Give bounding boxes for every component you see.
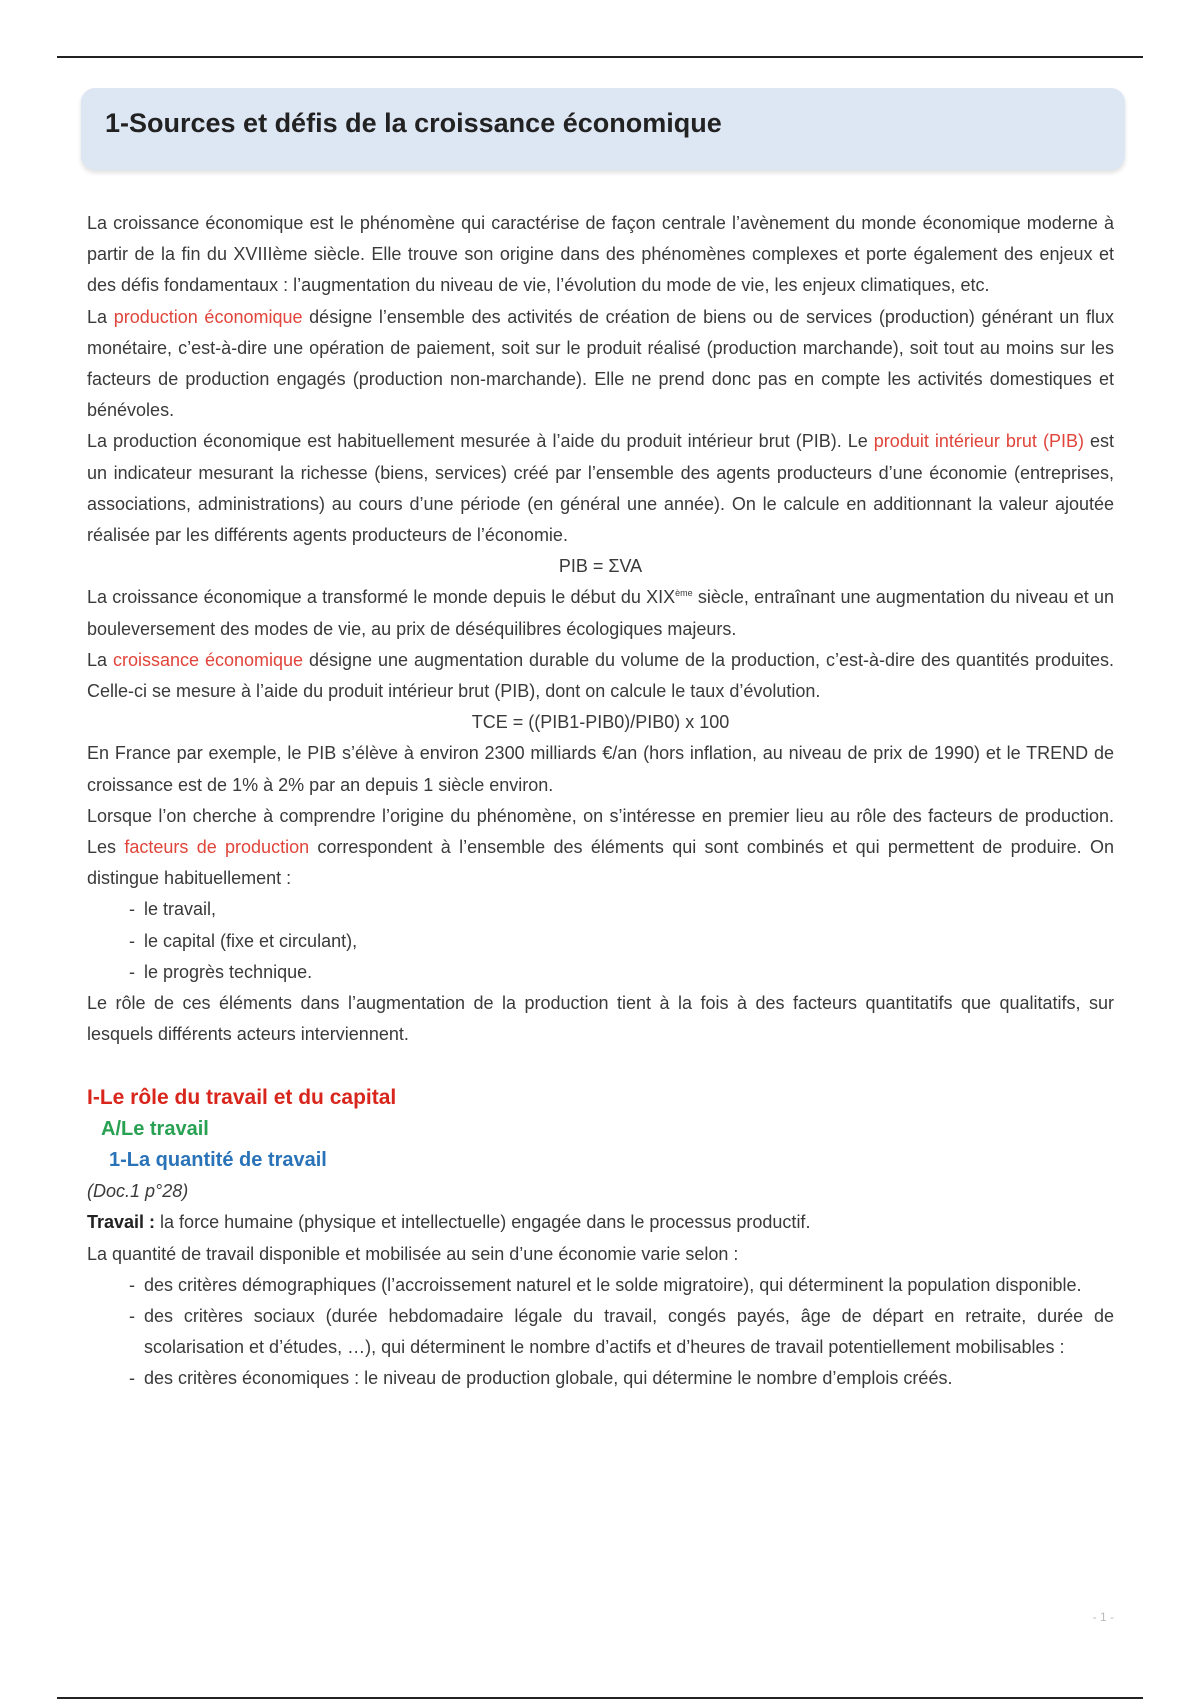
section-heading: I-Le rôle du travail et du capital: [87, 1086, 397, 1110]
text-segment: Lorsque l’on cherche à comprendre l’origine du phénomène, on s’intéresse en premier lieu au rôle des facteurs de production. Les: [87, 805, 1114, 858]
subsubsection-heading: 1-La quantité de travail: [109, 1148, 327, 1171]
facteurs-paragraph: [87, 801, 1114, 895]
text-segment: siècle, entraînant une augmentation du niveau et un bouleversement des modes de vie, au prix de déséquilibres écologiques majeurs.: [87, 587, 1114, 639]
list-item: - le progrès technique.: [87, 957, 1114, 988]
definition-text: la force humaine (physique et intellectuelle) engagée dans le processus productif.: [155, 1212, 811, 1233]
list-item: - des critères économiques : le niveau de production globale, qui détermine le nombre d’emplois créés.: [87, 1363, 1114, 1394]
text-segment: désigne une augmentation durable du volume de la production, c’est-à-dire des quantités produites. Celle-ci se mesure à l’aide du produit intérieur brut (PIB), dont on calcule le taux d’évolution.: [87, 649, 1114, 702]
formula-pib: PIB = ΣVA: [558, 556, 643, 577]
france-paragraph: En France par exemple, le PIB s’élève à environ 2300 milliards €/an (hors inflation, au niveau de prix de 1990) et le TREND de croissance est de 1% à 2% par an depuis 1 siècle environ.: [87, 743, 1114, 795]
list-item: - le capital (fixe et circulant),: [87, 926, 1114, 957]
text-segment: La croissance économique a transformé le monde depuis le début du XIX: [87, 587, 676, 608]
production-paragraph: [87, 302, 1114, 427]
bottom-rule: [57, 1697, 1143, 1699]
pib-paragraph: [87, 426, 1114, 551]
quantite-paragraph: La quantité de travail disponible et mobilisée au sein d’une économie varie selon :: [87, 1243, 739, 1264]
list-item: - le travail,: [87, 894, 1114, 925]
term-croissance: croissance économique: [112, 649, 304, 670]
text-segment: La production économique est habituellement mesurée à l’aide du produit intérieur brut (PIB). Le: [87, 431, 874, 452]
page-title: 1-Sources et défis de la croissance économique: [105, 108, 722, 138]
text-segment: est un indicateur mesurant la richesse (biens, services) créé par l’ensemble des agents producteurs d’une économie (entreprises, associations, administrations) au cours d’une période (en général une année). On le calcule en additionnant la valeur ajoutée réalisée par les différents agents producteurs de l’économie.: [87, 431, 1115, 546]
role-paragraph: Le rôle de ces éléments dans l’augmentation de la production tient à la fois à des facteurs quantitatifs que qualitatifs, sur lesquels différents acteurs interviennent.: [87, 993, 1114, 1045]
travail-definition: [87, 1207, 1114, 1238]
croissance-paragraph: [87, 645, 1114, 707]
intro-paragraph: La croissance économique est le phénomène qui caractérise de façon centrale l’avènement du monde économique moderne à partir de la fin du XVIIIème siècle. Elle trouve son origine dans des phénomènes complexes et porte également des enjeux et des défis fondamentaux : l’augmentation du niveau de vie, l’évolution du mode de vie, les enjeux climatiques, etc.: [87, 213, 1114, 296]
subsection-heading: A/Le travail: [101, 1117, 209, 1140]
text-segment: La: [87, 649, 113, 670]
definition-label: Travail :: [87, 1212, 156, 1233]
document-body: [87, 208, 1114, 1395]
factors-list: [87, 894, 1114, 988]
list-item: - des critères sociaux (durée hebdomadaire légale du travail, congés payés, âge de départ en retraite, durée de scolarisation et d’études, …), qui déterminent le nombre d’actifs et d’heures de travail potentiellement mobilisables :: [87, 1301, 1114, 1363]
term-facteurs: facteurs de production: [124, 837, 310, 858]
doc-reference: (Doc.1 p°28): [87, 1181, 189, 1202]
transformation-paragraph: [87, 582, 1114, 644]
page-number: - 1 -: [1092, 1610, 1114, 1624]
formula-tce: TCE = ((PIB1-PIB0)/PIB0) x 100: [471, 712, 730, 733]
text-segment: correspondent à l’ensemble des éléments qui sont combinés et qui permettent de produire. On distingue habituellement :: [87, 837, 1114, 889]
term-production: production économique: [113, 306, 303, 327]
term-pib: produit intérieur brut (PIB): [873, 431, 1084, 452]
criteria-list: [87, 1270, 1114, 1395]
text-segment: désigne l’ensemble des activités de création de biens ou de services (production) générant un flux monétaire, c’est-à-dire une opération de paiement, soit sur le produit réalisé (production marchande), soit tout au moins sur les facteurs de production engagés (production non-marchande). Elle ne prend donc pas en compte les activités domestiques et bénévoles.: [87, 306, 1114, 421]
title-box: [81, 88, 1125, 170]
top-rule: [57, 56, 1143, 58]
list-item: - des critères démographiques (l’accroissement naturel et le solde migratoire), qui déterminent la population disponible.: [87, 1270, 1114, 1301]
text-segment: La: [87, 306, 114, 327]
superscript: ème: [675, 588, 693, 599]
